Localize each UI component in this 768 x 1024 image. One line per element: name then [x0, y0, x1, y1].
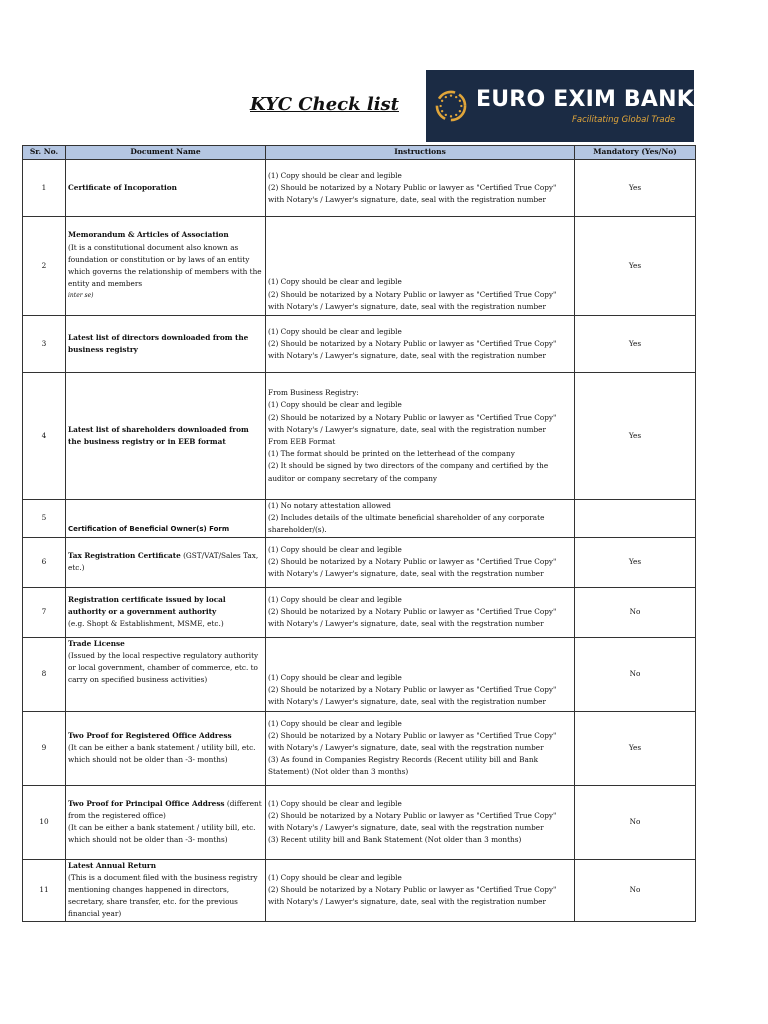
table-row [23, 859, 696, 921]
document-title: Latest Annual Return [68, 860, 157, 870]
document-name [66, 711, 266, 785]
sr-no: 11 [23, 859, 66, 921]
document-title: Two Proof for Registered Office Address [68, 730, 232, 740]
mandatory: Yes [575, 537, 696, 587]
document-title: Latest list of shareholders downloaded from the business registry or in EEB format [68, 424, 249, 446]
sr-no: 10 [23, 785, 66, 859]
document-description: (It can be either a bank statement / utility bill, etc. which should not be older than -3- months) [68, 743, 256, 765]
sr-no: 5 [23, 500, 66, 538]
instructions: From Business Registry: (1) Copy should be clear and legible (2) Should be notarized by a Notary Public or lawyer as "Certified True Copy" with Notary's / Lawyer's signature, date, seal with the registration number From EEB Format (1) The format should be printed on the letterhead of the company (2) It should be signed by two directors of the company and certified by the auditor or company secretary of the company [266, 373, 575, 500]
mandatory: No [575, 587, 696, 637]
instructions: (1) Copy should be clear and legible (2) Should be notarized by a Notary Public or lawyer as "Certified True Copy" with Notary's / Lawyer's signature, date, seal with the regstration number [266, 537, 575, 587]
document-name [66, 537, 266, 587]
table-row [23, 537, 696, 587]
document-description: (different from the registered office) (It can be either a bank statement / utility bill, etc. which should not be older than -3- months) [68, 798, 262, 845]
header-mandatory: Mandatory (Yes/No) [575, 146, 696, 160]
mandatory [575, 500, 696, 538]
kyc-table [22, 145, 696, 922]
instructions: (1) Copy should be clear and legible (2) Should be notarized by a Notary Public or lawyer as "Certified True Copy" with Notary's / Lawyer's signature, date, seal with the regstration number (3) As found in Companies Registry Records (Recent utility bill and Bank Statement) (Not older than 3 months) [266, 711, 575, 785]
document-name [66, 637, 266, 711]
instructions: (1) No notary attestation allowed (2) Includes details of the ultimate beneficial shareholder of any corporate shareholder/(s). [266, 500, 575, 538]
document-title: Memorandum & Articles of Association [68, 230, 229, 240]
instructions-text: (1) Copy should be clear and legible (2) Should be notarized by a Notary Public or lawyer as "Certified True Copy" with Notary's / Lawyer's signature, date, seal with the registration number [268, 277, 557, 311]
document-title: Registration certificate issued by local authority or a government authority [68, 594, 226, 616]
bank-logo [426, 70, 694, 142]
document-description: (This is a document filed with the business registry mentioning changes happened in directors, secretary, share transfer, etc. for the previous financial year) [68, 872, 258, 919]
star-ring-icon [434, 83, 468, 129]
document-name [66, 160, 266, 217]
sr-no: 3 [23, 316, 66, 373]
instructions [266, 637, 575, 711]
document-description: (e.g. Shopt & Establishment, MSME, etc.) [68, 619, 224, 629]
instructions: (1) Copy should be clear and legible (2) Should be notarized by a Notary Public or lawyer as "Certified True Copy" with Notary's / Lawyer's signature, date, seal with the registration number [266, 859, 575, 921]
sr-no: 1 [23, 160, 66, 217]
document-description: (Issued by the local respective regulatory authority or local government, chamber of commerce, etc. to carry on specified business activities) [68, 650, 259, 685]
document-name [66, 316, 266, 373]
mandatory: Yes [575, 373, 696, 500]
sr-no: 7 [23, 587, 66, 637]
document-title: Trade License [68, 638, 125, 648]
sr-no: 9 [23, 711, 66, 785]
instructions: (1) Copy should be clear and legible (2) Should be notarized by a Notary Public or lawyer as "Certified True Copy" with Notary's / Lawyer's signature, date, seal with the registration number [266, 160, 575, 217]
mandatory: No [575, 785, 696, 859]
sr-no: 8 [23, 637, 66, 711]
table-row [23, 785, 696, 859]
mandatory: Yes [575, 217, 696, 316]
header-document-name: Document Name [66, 146, 266, 160]
mandatory: No [575, 637, 696, 711]
table-row [23, 637, 696, 711]
sr-no: 2 [23, 217, 66, 316]
document-description: (GST/VAT/Sales Tax, etc.) [68, 550, 259, 573]
mandatory: Yes [575, 160, 696, 217]
mandatory: Yes [575, 316, 696, 373]
document-name [66, 373, 266, 500]
table-row [23, 316, 696, 373]
mandatory: No [575, 859, 696, 921]
mandatory: Yes [575, 711, 696, 785]
document-name [66, 859, 266, 921]
page-title: KYC Check list [250, 94, 399, 115]
instructions: (1) Copy should be clear and legible (2) Should be notarized by a Notary Public or lawyer as "Certified True Copy" with Notary's / Lawyer's signature, date, seal with the regstration number [266, 587, 575, 637]
document-title: Two Proof for Principal Office Address [68, 798, 225, 808]
instructions-text: (1) Copy should be clear and legible (2) Should be notarized by a Notary Public or lawyer as "Certified True Copy" with Notary's / Lawyer's signature, date, seal with the registration number [268, 673, 557, 707]
document-name [66, 217, 266, 316]
document-description: (It is a constitutional document also known as foundation or constitution or by laws of an entity which governs the relationship of members with the entity and members [68, 242, 262, 289]
document-note: inter se) [68, 292, 94, 300]
logo-tagline: Facilitating Global Trade [572, 115, 676, 125]
sr-no: 6 [23, 537, 66, 587]
table-row [23, 217, 696, 316]
instructions: (1) Copy should be clear and legible (2) Should be notarized by a Notary Public or lawyer as "Certified True Copy" with Notary's / Lawyer's signature, date, seal with the regstration number (3) Recent utility bill and Bank Statement (Not older than 3 months) [266, 785, 575, 859]
header-instructions: Instructions [266, 146, 575, 160]
document-name [66, 587, 266, 637]
document-name [66, 785, 266, 859]
sr-no: 4 [23, 373, 66, 500]
instructions [266, 217, 575, 316]
header-sr-no: Sr. No. [23, 146, 66, 160]
document-name [66, 500, 266, 538]
document-title: Certification of Beneficial Owner(s) Form [68, 525, 230, 534]
table-row [23, 500, 696, 538]
document-title: Tax Registration Certificate [68, 550, 181, 560]
instructions: (1) Copy should be clear and legible (2) Should be notarized by a Notary Public or lawyer as "Certified True Copy" with Notary's / Lawyer's signature, date, seal with the registration number [266, 316, 575, 373]
table-row [23, 587, 696, 637]
document-title: Latest list of directors downloaded from the business registry [68, 332, 249, 354]
document-title: Certificate of Incoporation [68, 182, 177, 192]
table-row [23, 160, 696, 217]
logo-name: EURO EXIM BANK [476, 87, 694, 112]
table-row [23, 711, 696, 785]
table-row [23, 373, 696, 500]
table-header-row [23, 146, 696, 160]
